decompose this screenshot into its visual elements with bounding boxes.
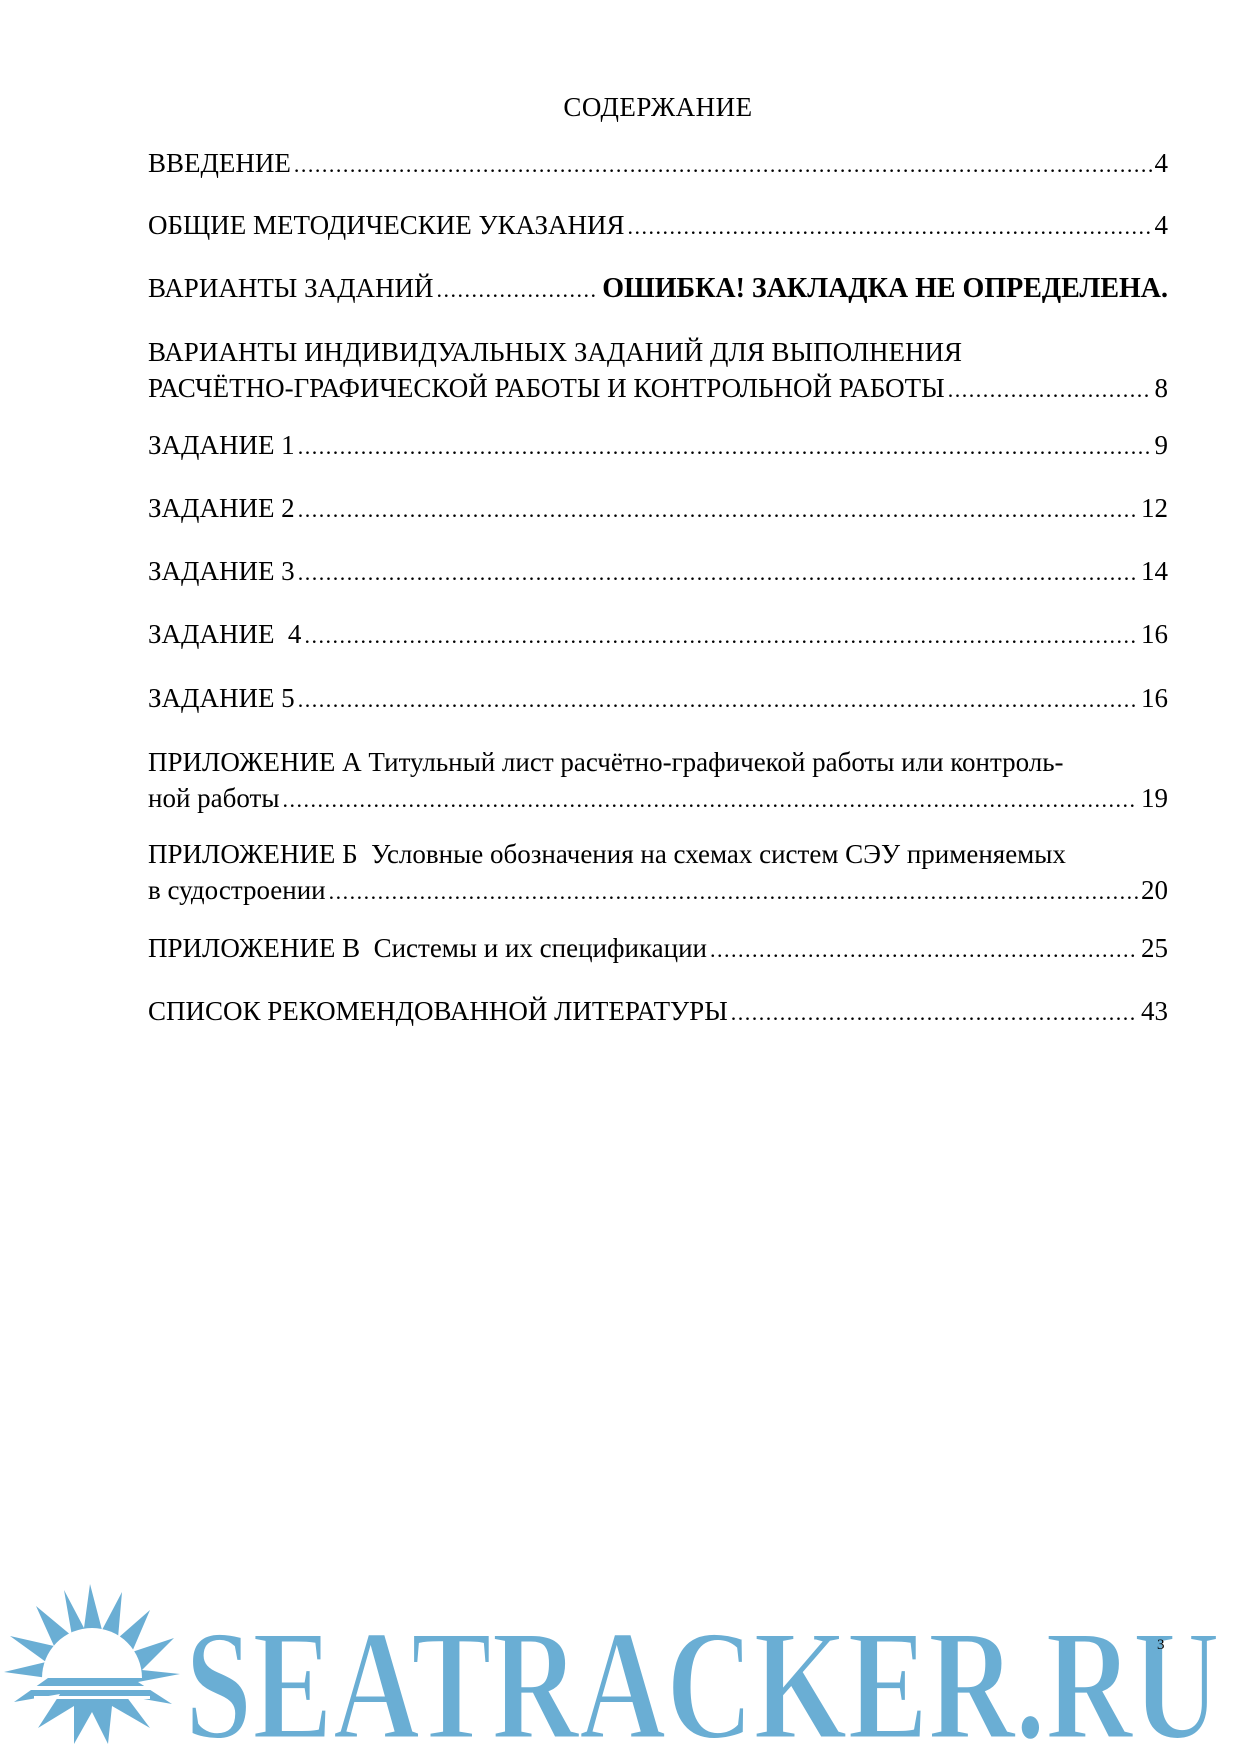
dot-leader: [298, 680, 1138, 718]
toc-page-number: 8: [1154, 373, 1168, 403]
dot-leader: [294, 145, 1152, 183]
dot-leader: [329, 872, 1138, 910]
toc-entry-title-line1: ПРИЛОЖЕНИЕ Б Условные обозначения на схемах систем СЭУ применяемых: [148, 839, 1066, 869]
toc-entry-introduction[interactable]: [148, 145, 1168, 183]
toc-page-number: 16: [1141, 683, 1168, 713]
toc-entry-title: ЗАДАНИЕ 5: [148, 683, 295, 713]
page-title: СОДЕРЖАНИЕ: [563, 92, 753, 122]
toc-page-number: 4: [1154, 210, 1168, 240]
toc-page-number: 9: [1154, 430, 1168, 460]
toc-page-number: 16: [1141, 619, 1168, 649]
toc-entry-title: ной работы: [148, 783, 280, 813]
toc-entry-title: ЗАДАНИЕ 1: [148, 430, 295, 460]
toc-entry-title: ОБЩИЕ МЕТОДИЧЕСКИЕ УКАЗАНИЯ: [148, 210, 625, 240]
dot-leader: [298, 553, 1138, 591]
toc-page-number: 4: [1154, 148, 1168, 178]
toc-entry-task-4[interactable]: [148, 616, 1168, 654]
seatracker-watermark-logo: [0, 1578, 1239, 1751]
toc-entry-title: ПРИЛОЖЕНИЕ В Системы и их спецификации: [148, 933, 707, 963]
toc-entry-title-line1: ВАРИАНТЫ ИНДИВИДУАЛЬНЫХ ЗАДАНИЙ ДЛЯ ВЫПОЛНЕНИЯ: [148, 337, 963, 367]
toc-entry-task-2[interactable]: [148, 490, 1168, 528]
dot-leader: [437, 270, 600, 308]
dot-leader: [731, 993, 1138, 1031]
toc-entry-appendix-b[interactable]: [148, 836, 1168, 910]
logo-wordmark: SEATRACKER.RU: [185, 1598, 1220, 1751]
toc-page-number: 20: [1141, 875, 1168, 905]
toc-entry-references[interactable]: [148, 993, 1168, 1031]
toc-entry-title: РАСЧЁТНО-ГРАФИЧЕСКОЙ РАБОТЫ И КОНТРОЛЬНОЙ РАБОТЫ: [148, 373, 945, 403]
toc-entry-title: СПИСОК РЕКОМЕНДОВАННОЙ ЛИТЕРАТУРЫ: [148, 996, 728, 1026]
toc-bookmark-error: ОШИБКА! ЗАКЛАДКА НЕ ОПРЕДЕЛЕНА.: [602, 273, 1168, 304]
dot-leader: [298, 490, 1138, 528]
toc-page-number: 25: [1141, 933, 1168, 963]
toc-entry-appendix-v[interactable]: [148, 930, 1168, 968]
toc-entry-general-guidelines[interactable]: [148, 207, 1168, 245]
dot-leader: [298, 427, 1152, 465]
toc-entry-task-1[interactable]: [148, 427, 1168, 465]
toc-entry-task-variants[interactable]: [148, 270, 1168, 308]
dot-leader: [710, 930, 1138, 968]
toc-entry-title: ВВЕДЕНИЕ: [148, 148, 291, 178]
dot-leader: [304, 616, 1138, 654]
toc-page-number: 14: [1141, 556, 1168, 586]
sun-icon: [4, 1584, 180, 1744]
page-number: 3: [1157, 1637, 1165, 1653]
toc-entry-appendix-a[interactable]: [148, 744, 1168, 818]
toc-entry-title: ЗАДАНИЕ 3: [148, 556, 295, 586]
toc-entry-title: ЗАДАНИЕ 2: [148, 493, 295, 523]
toc-entry-title: в судостроении: [148, 875, 326, 905]
toc-entry-title-line1: ПРИЛОЖЕНИЕ А Титульный лист расчётно-графичекой работы или контроль-: [148, 747, 1064, 777]
toc-entry-task-5[interactable]: [148, 680, 1168, 718]
toc-entry-title: ВАРИАНТЫ ЗАДАНИЙ: [148, 273, 434, 303]
dot-leader: [627, 207, 1151, 245]
toc-entry-title: ЗАДАНИЕ 4: [148, 619, 302, 649]
dot-leader: [282, 780, 1138, 818]
toc-page-number: 19: [1141, 783, 1168, 813]
toc-entry-individual-variants[interactable]: [148, 334, 1168, 408]
dot-leader: [948, 370, 1152, 408]
toc-page-number: 12: [1141, 493, 1168, 523]
toc-page-number: 43: [1141, 996, 1168, 1026]
toc-entry-task-3[interactable]: [148, 553, 1168, 591]
